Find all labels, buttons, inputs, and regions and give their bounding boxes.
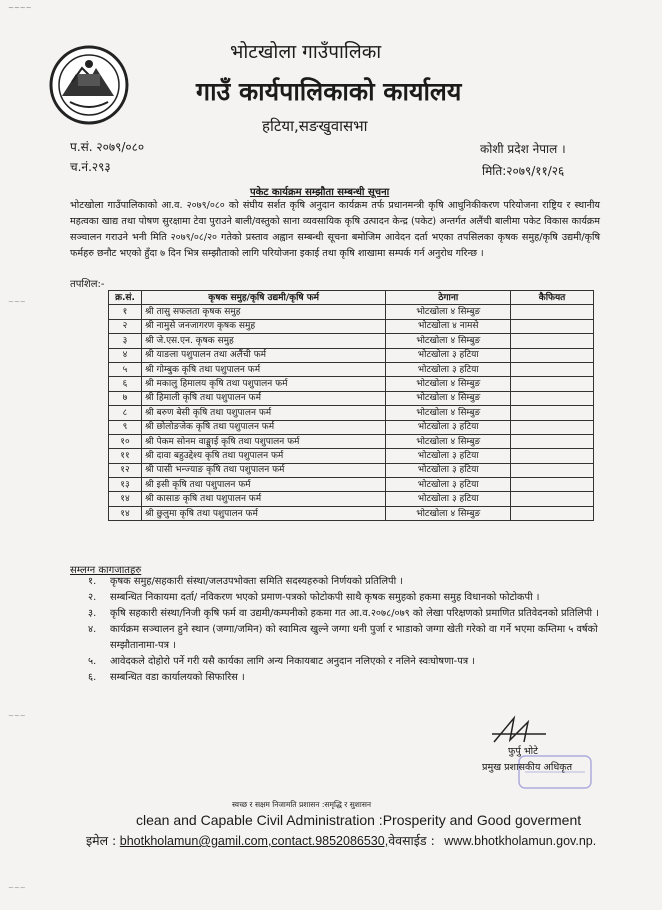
row-address: भोटखोला ३ हटिया: [386, 420, 511, 434]
signatory-title: प्रमुख प्रशासकीय अधिकृत: [482, 762, 573, 773]
office-name: गाउँ कार्यपालिकाको कार्यालय: [196, 77, 462, 106]
row-serial: १४: [109, 492, 142, 506]
row-serial: १०: [109, 434, 142, 448]
margin-scribble: ~~~~: [8, 4, 32, 12]
row-remarks: [511, 377, 594, 391]
row-farm-name: श्री पेकम सोनम वाङ्मुाई कृषि तथा पशुपालन फर्म: [141, 434, 385, 448]
row-farm-name: श्री याङला पशुपालन तथा अलैंची फर्म: [141, 348, 385, 362]
row-remarks: [511, 406, 594, 420]
email-label: इमेल :: [86, 833, 117, 848]
row-remarks: [511, 319, 594, 333]
row-address: भोटखोला ३ हटिया: [386, 362, 511, 376]
table-row: [109, 463, 594, 477]
column-header-remarks: कैफियत: [511, 291, 594, 305]
website-link[interactable]: www.bhotkholamun.gov.np.: [444, 834, 597, 848]
table-row: [109, 348, 594, 362]
row-remarks: [511, 391, 594, 405]
row-remarks: [511, 506, 594, 520]
row-farm-name: श्री छोलोङजेक कृषि तथा पशुपालन फर्म: [141, 420, 385, 434]
table-row: [109, 319, 594, 333]
row-farm-name: श्री गोम्बुक कृषि तथा पशुपालन फर्म: [141, 362, 385, 376]
row-address: भोटखोला ४ सिम्बुङ: [386, 406, 511, 420]
document-date: मिति:२०७९/११/२६: [482, 164, 565, 178]
table-row: [109, 377, 594, 391]
row-serial: ८: [109, 406, 142, 420]
attachments-list: [88, 574, 600, 686]
row-farm-name: श्री पासी भन्ज्याङ कृषि तथा पशुपालन फर्म: [141, 463, 385, 477]
list-item-text: कृषक समुह/सहकारी संस्था/जलउपभोक्ता समिति सदस्यहरुको निर्णयको प्रतिलिपी ।: [110, 576, 403, 587]
list-item: [88, 670, 600, 686]
table-row: [109, 478, 594, 492]
list-item: [88, 622, 600, 654]
notice-body: भोटखोला गाउँपालिकाको आ.व. २०७९/०८० को संघीय सर्शत कृषि अनुदान कार्यक्रम तर्फ प्रधानमन्त्री कृषि आधुनिकीकरण परियोजना राष्ट्रिय र स्थानीय महत्वका खाद्य तथा पोषण सुरक्षामा टेवा पुराउने बाली/वस्तुको साना व्यवसायिक कृषि उत्पादन केन्द्र (पकेट) अन्तर्गत अलैंची बालीमा पकेट विकास कार्यक्रम सञ्चालन गराउने भनी मिति २०७९/०८/२० गतेको प्रस्ताव अह्वान सम्बन्धी सूचना बमोजिम आवेदन दर्ता भएका तपसिलका कृषक समुह/कृषि उद्यमी/कृषि फर्महरु छनौट भएको हुँदा ७ दिन भित्र सम्झौताको लागि परियोजना इकाई तथा कृषि शाखामा सम्पर्क गर्न अनुरोध गरिन्छ ।: [70, 200, 600, 259]
attachments-title: सम्लग्न कागजातहरु: [70, 565, 142, 576]
list-item-text: सम्बन्धित वडा कार्यालयको सिफारिस ।: [110, 672, 245, 683]
table-header-row: [109, 291, 594, 305]
row-address: भोटखोला ४ सिम्बुङ: [386, 434, 511, 448]
row-address: भोटखोला ४ सिम्बुङ: [386, 391, 511, 405]
details-label: तपशिल:-: [70, 279, 105, 290]
office-location: हटिया,सङखुवासभा: [262, 117, 368, 135]
row-remarks: [511, 420, 594, 434]
row-farm-name: श्री नामुसे जनजागरण कृषक समुह: [141, 319, 385, 333]
column-header-address: ठेगाना: [386, 291, 511, 305]
row-address: भोटखोला ३ हटिया: [386, 348, 511, 362]
row-remarks: [511, 362, 594, 376]
signature-mark-icon: [486, 712, 556, 748]
footer-contact: [86, 832, 596, 849]
row-remarks: [511, 478, 594, 492]
table-body: [109, 305, 594, 521]
municipality-name: भोटखोला गाउँपालिका: [230, 41, 382, 63]
municipality-emblem-icon: [48, 44, 130, 126]
margin-scribble: ~~~: [8, 712, 26, 720]
list-item-text: कार्यक्रम सञ्चालन हुने स्थान (जग्गा/जमिन) को स्वामित्व खुल्ने जग्गा धनी पुर्जा र भाडाको जग्गा खेती गरेको वा गर्ने भएमा कम्तिमा ५ वर्षको सम्झौतानामा-पत्र ।: [110, 624, 598, 651]
row-remarks: [511, 463, 594, 477]
list-item-number: ५.: [88, 656, 97, 667]
row-farm-name: श्री हिमाली कृषि तथा पशुपालन फर्म: [141, 391, 385, 405]
table-row: [109, 391, 594, 405]
row-serial: ५: [109, 362, 142, 376]
row-address: भोटखोला ४ सिम्बुङ: [386, 377, 511, 391]
row-address: भोटखोला ४ नामसे: [386, 319, 511, 333]
list-item-text: आवेदकले दोहोरो पर्ने गरी यसै कार्यका लागि अन्य निकायबाट अनुदान नलिएको र नलिने स्वःघोषणा-पत्र ।: [110, 656, 476, 667]
row-serial: ११: [109, 449, 142, 463]
margin-scribble: ~~~: [8, 884, 26, 892]
table-row: [109, 334, 594, 348]
table-row: [109, 506, 594, 520]
column-header-name: कृषक समुह/कृषि उद्यमी/कृषि फर्म: [141, 291, 385, 305]
list-item: [88, 606, 600, 622]
selected-farms-table: [108, 290, 594, 521]
row-remarks: [511, 434, 594, 448]
row-farm-name: श्री जे.एस.एन. कृषक समुह: [141, 334, 385, 348]
list-item: [88, 654, 600, 670]
row-serial: १३: [109, 478, 142, 492]
row-serial: ६: [109, 377, 142, 391]
row-address: भोटखोला ३ हटिया: [386, 449, 511, 463]
list-item-number: १.: [88, 576, 97, 587]
province-label: कोशी प्रदेश नेपाल ।: [480, 142, 566, 156]
row-farm-name: श्री इसी कृषि तथा पशुपालन फर्म: [141, 478, 385, 492]
row-serial: ३: [109, 334, 142, 348]
row-farm-name: श्री बरुण बेसी कृषि तथा पशुपालन फर्म: [141, 406, 385, 420]
list-item: [88, 590, 600, 606]
row-serial: ४: [109, 348, 142, 362]
list-item-text: कृषि सहकारी संस्था/निजी कृषि फर्म वा उद्यमी/कम्पनीको हकमा गत आ.व.२०७८/०७९ को लेखा परिक्षणको प्रमाणित प्रतिवेदनको प्रतिलिपी ।: [110, 608, 599, 619]
table-row: [109, 492, 594, 506]
row-farm-name: श्री तासु सफलता कृषक समुह: [141, 305, 385, 319]
row-serial: ७: [109, 391, 142, 405]
website-label: वेवसाईड :: [388, 833, 435, 848]
row-serial: १४: [109, 506, 142, 520]
row-address: भोटखोला ४ सिम्बुङ: [386, 305, 511, 319]
table-row: [109, 305, 594, 319]
row-serial: २: [109, 319, 142, 333]
row-remarks: [511, 334, 594, 348]
dispatch-number: च.नं.२९३: [70, 160, 111, 174]
margin-scribble: ~~~: [8, 298, 26, 306]
table-row: [109, 406, 594, 420]
row-remarks: [511, 492, 594, 506]
notice-subject: पकेट कार्यक्रम सम्झौता सम्बन्धी सूचना: [250, 187, 390, 198]
row-remarks: [511, 305, 594, 319]
row-farm-name: श्री मकालु हिमालय कृषि तथा पशुपालन फर्म: [141, 377, 385, 391]
row-address: भोटखोला ३ हटिया: [386, 478, 511, 492]
table-row: [109, 362, 594, 376]
row-address: भोटखोला ४ सिम्बुङ: [386, 506, 511, 520]
row-serial: ९: [109, 420, 142, 434]
row-serial: १२: [109, 463, 142, 477]
row-address: भोटखोला ३ हटिया: [386, 492, 511, 506]
row-farm-name: श्री छुलुमा कृषि तथा पशुपालन फर्म: [141, 506, 385, 520]
list-item-number: २.: [88, 592, 97, 603]
table-row: [109, 420, 594, 434]
table-row: [109, 434, 594, 448]
table-row: [109, 449, 594, 463]
list-item: [88, 574, 600, 590]
footer-slogan-nepali: स्वच्छ र सक्षम निजामति प्रशासन :समृद्धि र सुशासन: [232, 800, 372, 809]
row-address: भोटखोला ४ सिम्बुङ: [386, 334, 511, 348]
list-item-number: ३.: [88, 608, 97, 619]
row-farm-name: श्री दावा बहुउद्देश्य कृषि तथा पशुपालन फर्म: [141, 449, 385, 463]
row-address: भोटखोला ३ हटिया: [386, 463, 511, 477]
list-item-text: सम्बन्धित निकायमा दर्ता/ नविकरण भएको प्रमाण-पत्रको फोटोकपी साथै कृषक समुहको हकमा समुह विधानको फोटोकपी ।: [110, 592, 540, 603]
column-header-sn: क्र.सं.: [109, 291, 142, 305]
signatory-name: फुर्पु भोटे: [508, 746, 538, 757]
row-farm-name: श्री कासाङ कृषि तथा पशुपालन फर्म: [141, 492, 385, 506]
list-item-number: ६.: [88, 672, 97, 683]
row-remarks: [511, 348, 594, 362]
row-remarks: [511, 449, 594, 463]
email-link[interactable]: bhotkholamun@gamil.com,contact.9852086530,: [119, 834, 389, 848]
reference-number: प.सं. २०७९/०८०: [70, 140, 145, 154]
row-serial: १: [109, 305, 142, 319]
footer-slogan-english: clean and Capable Civil Administration :Prosperity and Good goverment: [136, 812, 582, 828]
list-item-number: ४.: [88, 624, 97, 635]
